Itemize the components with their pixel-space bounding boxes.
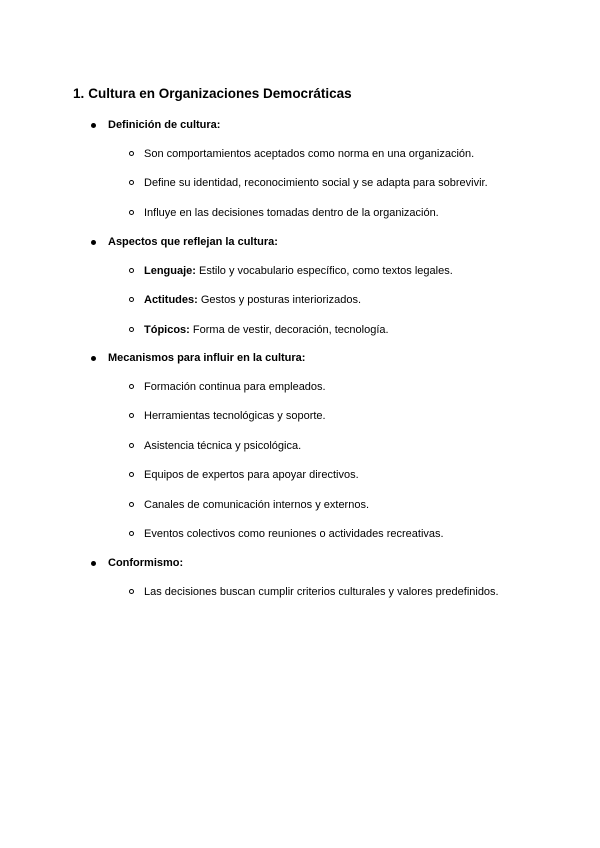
- sub-list-item-body: Influye en las decisiones tomadas dentro de la organización.: [144, 207, 439, 219]
- section-heading: [73, 86, 352, 101]
- sub-list-item-text: [144, 293, 361, 308]
- sub-list-item-text: [144, 409, 326, 424]
- sub-list-item-text: [144, 585, 499, 600]
- sub-list-item-text: [144, 527, 444, 542]
- bullet-circle-icon: [129, 180, 134, 185]
- bullet-circle-icon: [129, 327, 134, 332]
- sub-list-item-body: Estilo y vocabulario específico, como textos legales.: [195, 265, 453, 277]
- list-item-label: Mecanismos para influir en la cultura:: [108, 352, 306, 364]
- bullet-circle-icon: [129, 151, 134, 156]
- bullet-dot-icon: [91, 240, 96, 245]
- sub-list-item-body: Gestos y posturas interiorizados.: [197, 294, 362, 306]
- sub-list-item-term: Actitudes:: [144, 294, 198, 306]
- sub-list-item-body: Las decisiones buscan cumplir criterios culturales y valores predefinidos.: [144, 586, 499, 598]
- sub-list-item-body: Eventos colectivos como reuniones o actividades recreativas.: [144, 528, 444, 540]
- sub-list-item-body: Canales de comunicación internos y externos.: [144, 499, 370, 511]
- sub-list-item-text: [144, 380, 326, 395]
- sub-list-item-body: Son comportamientos aceptados como norma en una organización.: [144, 148, 475, 160]
- sub-list-item-body: Define su identidad, reconocimiento social y se adapta para sobrevivir.: [144, 177, 488, 189]
- bullet-dot-icon: [91, 561, 96, 566]
- section-number: 1.: [73, 86, 85, 101]
- bullet-circle-icon: [129, 531, 134, 536]
- sub-list-item-text: [144, 147, 474, 162]
- bullet-circle-icon: [129, 502, 134, 507]
- section-title: Cultura en Organizaciones Democráticas: [88, 86, 352, 101]
- list-item-label: Definición de cultura:: [108, 119, 221, 131]
- sub-list-item-body: Formación continua para empleados.: [144, 381, 326, 393]
- sub-list-item-text: [144, 468, 359, 483]
- sub-list-item-text: [144, 176, 488, 191]
- sub-list-item-text: [144, 439, 301, 454]
- sub-list-item-body: Forma de vestir, decoración, tecnología.: [189, 324, 389, 336]
- bullet-circle-icon: [129, 413, 134, 418]
- bullet-circle-icon: [129, 472, 134, 477]
- bullet-dot-icon: [91, 123, 96, 128]
- sub-list-item-text: [144, 264, 453, 279]
- bullet-circle-icon: [129, 210, 134, 215]
- bullet-dot-icon: [91, 356, 96, 361]
- sub-list-item-body: Equipos de expertos para apoyar directivos.: [144, 469, 359, 481]
- bullet-circle-icon: [129, 443, 134, 448]
- sub-list-item-term: Tópicos:: [144, 324, 190, 336]
- bullet-circle-icon: [129, 268, 134, 273]
- sub-list-item-text: [144, 323, 389, 338]
- sub-list-item-term: Lenguaje:: [144, 265, 196, 277]
- sub-list-item-body: Asistencia técnica y psicológica.: [144, 440, 302, 452]
- sub-list-item-text: [144, 498, 369, 513]
- sub-list-item-text: [144, 206, 439, 221]
- list-item-label: Aspectos que reflejan la cultura:: [108, 236, 278, 248]
- bullet-circle-icon: [129, 589, 134, 594]
- sub-list-item-body: Herramientas tecnológicas y soporte.: [144, 410, 326, 422]
- list-item-label: Conformismo:: [108, 557, 184, 569]
- bullet-circle-icon: [129, 297, 134, 302]
- bullet-circle-icon: [129, 384, 134, 389]
